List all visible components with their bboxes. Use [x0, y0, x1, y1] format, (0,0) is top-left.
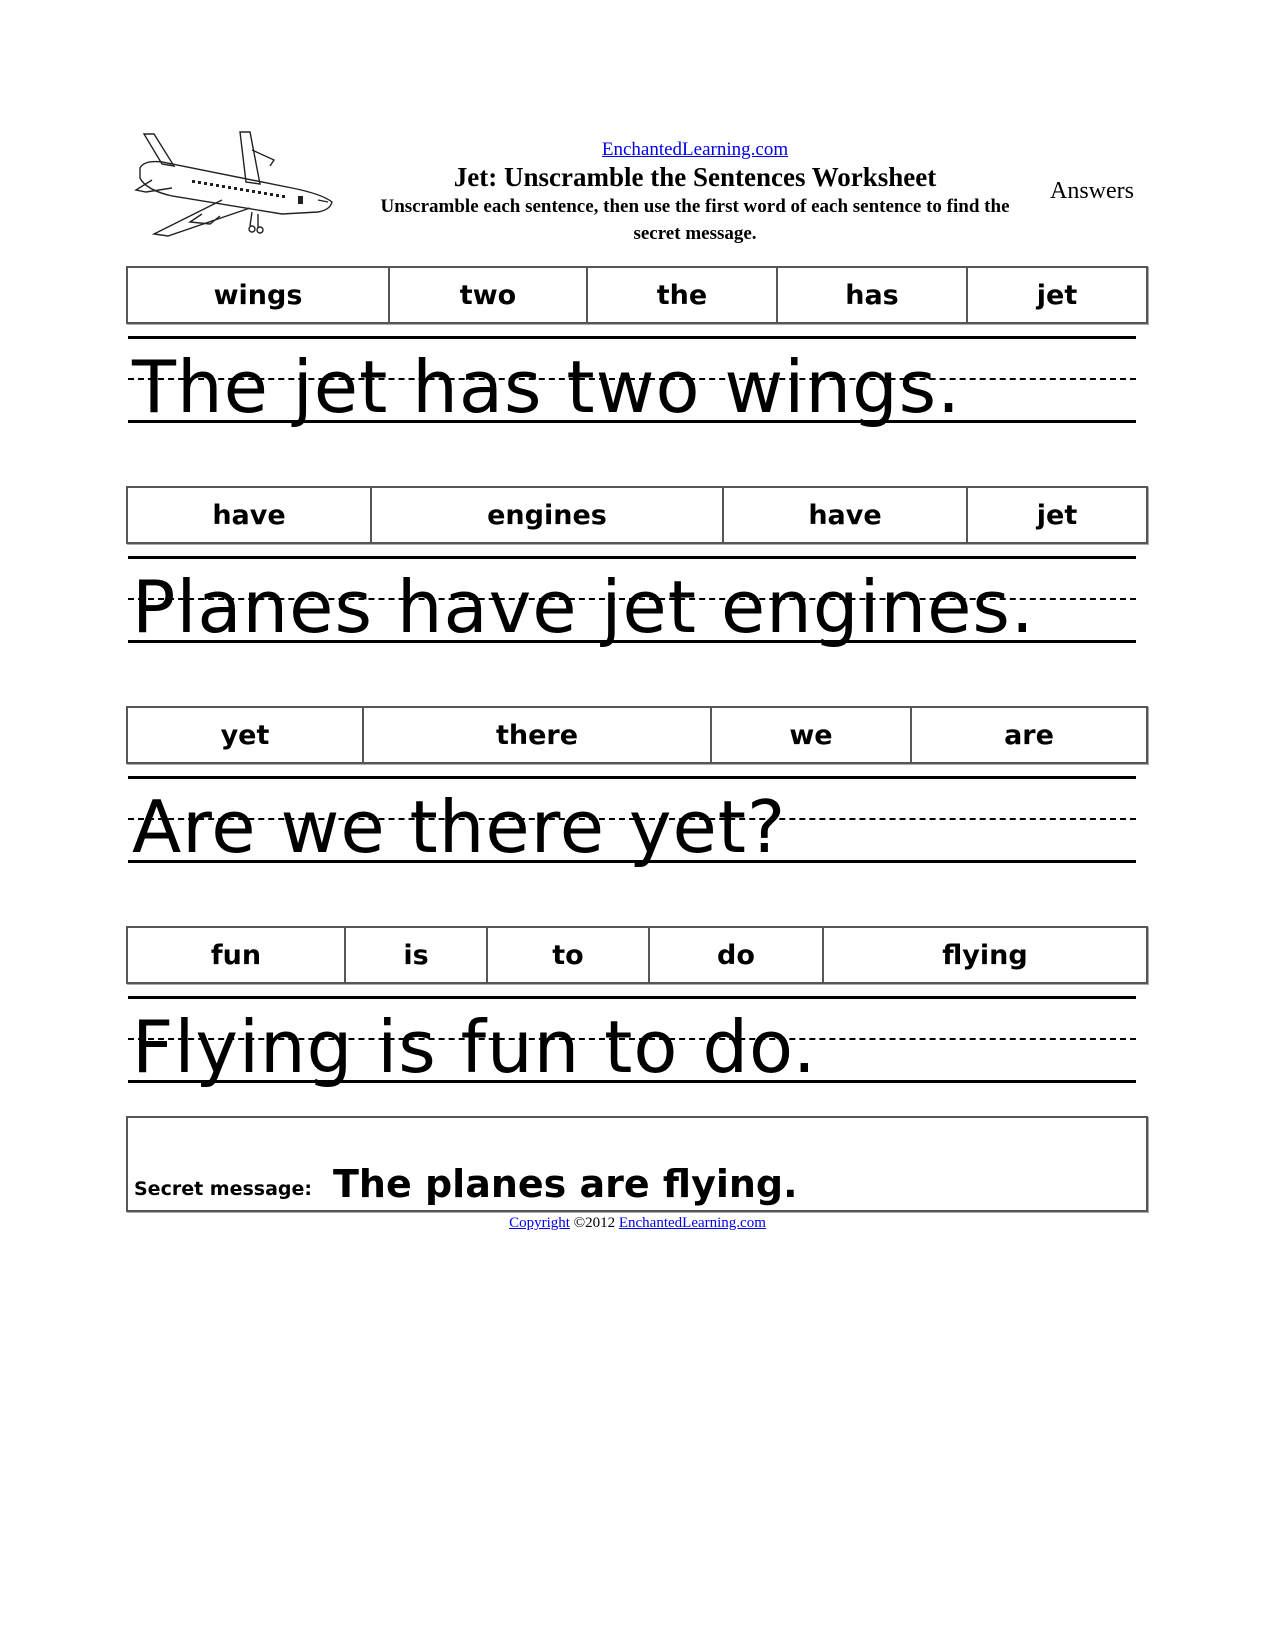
- scrambled-words-row-1: [126, 266, 1148, 324]
- answer-sentence: The jet has two wings.: [132, 345, 962, 429]
- word-cell: yet: [128, 708, 364, 762]
- word-cell: wings: [128, 268, 390, 322]
- writing-lines-1: [128, 336, 1136, 430]
- worksheet-header: [0, 0, 1275, 260]
- word-cell: to: [488, 928, 650, 982]
- footer-site-link[interactable]: EnchantedLearning.com: [618, 1215, 766, 1231]
- word-cell: flying: [942, 939, 1028, 971]
- instructions: Unscramble each sentence, then use the first word of each sentence to find the secret message.: [380, 196, 1010, 244]
- word-cell: jet: [1036, 499, 1078, 531]
- writing-lines-2: [128, 556, 1136, 650]
- word-cell: are: [1004, 719, 1054, 751]
- word-cell: engines: [372, 488, 724, 542]
- top-guideline: [128, 776, 1136, 779]
- footer: [0, 1215, 1275, 1232]
- word-cell: two: [390, 268, 588, 322]
- secret-message-box: [126, 1116, 1148, 1212]
- word-cell: have: [724, 488, 968, 542]
- answer-sentence: Flying is fun to do.: [132, 1005, 817, 1089]
- word-cell: we: [712, 708, 912, 762]
- jet-airplane-illustration: [132, 130, 342, 250]
- worksheet-title: Jet: Unscramble the Sentences Worksheet: [453, 162, 937, 192]
- copyright-link[interactable]: Copyright: [509, 1215, 570, 1231]
- scrambled-words-row-2: [126, 486, 1148, 544]
- top-guideline: [128, 556, 1136, 559]
- site-link[interactable]: EnchantedLearning.com: [601, 139, 789, 160]
- answer-sentence: Are we there yet?: [132, 785, 787, 869]
- writing-lines-4: [128, 996, 1136, 1090]
- secret-message-text: The planes are flying.: [333, 1162, 798, 1206]
- secret-message-label: Secret message:: [134, 1178, 312, 1200]
- scrambled-words-row-3: [126, 706, 1148, 764]
- answer-sentence: Planes have jet engines.: [132, 565, 1035, 649]
- word-cell: jet: [1036, 279, 1078, 311]
- writing-lines-3: [128, 776, 1136, 870]
- word-cell: have: [128, 488, 372, 542]
- top-guideline: [128, 996, 1136, 999]
- copyright-year: ©2012: [573, 1215, 616, 1231]
- top-guideline: [128, 336, 1136, 339]
- word-cell: do: [650, 928, 824, 982]
- word-cell: there: [364, 708, 712, 762]
- word-cell: is: [346, 928, 488, 982]
- answers-label: Answers: [1050, 178, 1134, 204]
- word-cell: the: [588, 268, 778, 322]
- scrambled-words-row-4: [126, 926, 1148, 984]
- word-cell: has: [778, 268, 968, 322]
- word-cell: fun: [128, 928, 346, 982]
